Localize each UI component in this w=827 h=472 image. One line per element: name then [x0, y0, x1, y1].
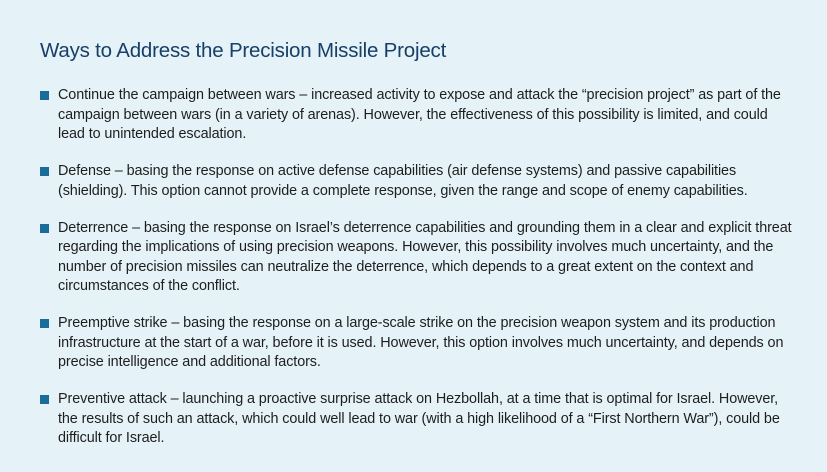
list-item-text: Defense – basing the response on active defense capabilities (air defense systems) and passive capabilities (shielding). This option cannot provide a complete response, given the range and scope of enemy capabilities. [58, 163, 748, 199]
square-bullet-icon [40, 319, 49, 328]
square-bullet-icon [40, 91, 49, 100]
square-bullet-icon [40, 167, 49, 176]
options-list [40, 86, 797, 449]
square-bullet-icon [40, 395, 49, 404]
list-item-text: Preemptive strike – basing the response on a large-scale strike on the precision weapon system and its production infrastructure at the start of a war, before it is used. However, this option involves much uncertainty, and depends on precise intelligence and additional factors. [58, 315, 784, 370]
list-item-text: Continue the campaign between wars – increased activity to expose and attack the “precision project” as part of the campaign between wars (in a variety of arenas). However, the effectiveness of this possibility is limited, and could lead to unintended escalation. [58, 87, 781, 142]
page-title: Ways to Address the Precision Missile Project [40, 39, 447, 62]
list-item-text: Preventive attack – launching a proactive surprise attack on Hezbollah, at a time that is optimal for Israel. However, the results of such an attack, which could well lead to war (with a high likelihood of a “First Northern War”), could be difficult for Israel. [58, 391, 780, 446]
list-item [40, 219, 797, 297]
list-item [40, 162, 797, 201]
list-item [40, 390, 797, 449]
list-item [40, 314, 797, 373]
square-bullet-icon [40, 224, 49, 233]
list-item [40, 86, 797, 145]
list-item-text: Deterrence – basing the response on Israel’s deterrence capabilities and grounding them in a clear and explicit threat regarding the implications of using precision weapons. However, this possibility involves much uncertainty, and the number of precision missiles can neutralize the deterrence, which depends to a great extent on the context and circumstances of the conflict. [58, 219, 792, 294]
